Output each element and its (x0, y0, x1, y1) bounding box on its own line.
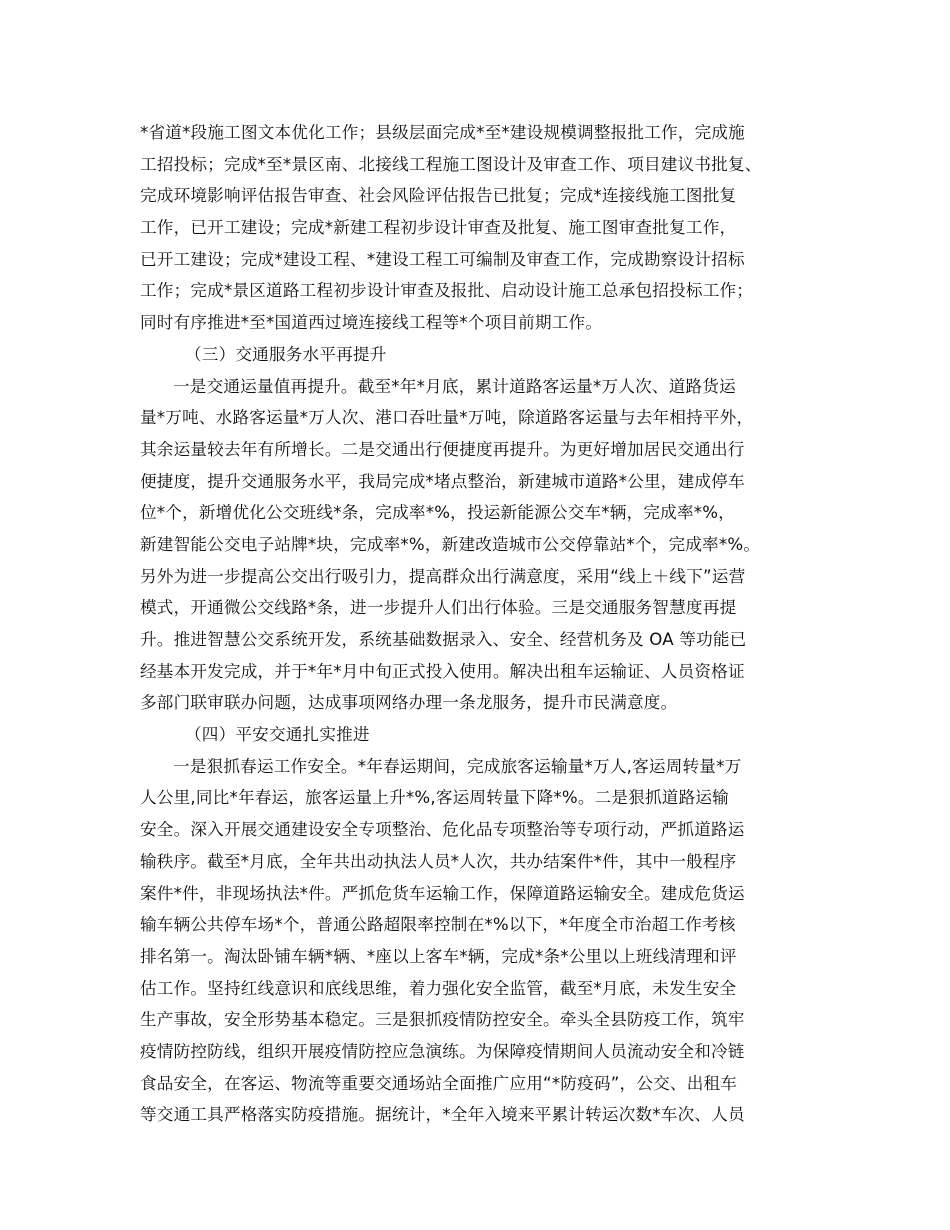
text-line-22: 人公里,同比*年春运，旅客运量上升*%,客运周转量下降*%。二是狠抓道路运输 (140, 788, 729, 808)
section-heading-4: （四）平安交通扎实推进 (185, 725, 370, 745)
text-line-14: 新建智能公交电子站牌*块，完成率*%，新建改造城市公交停靠站*个，完成率*%。 (140, 534, 761, 554)
text-line-4: 工作，已开工建设；完成*新建工程初步设计审查及批复、施工图审查批复工作， (140, 218, 737, 238)
text-line-31: 食品安全，在客运、物流等重要交通场站全面推广应用“*防疫码”，公交、出租车 (140, 1073, 738, 1093)
text-line-13: 位*个，新增优化公交班线*条，完成率*%，投运新能源公交车*辆，完成率*%， (140, 503, 736, 523)
text-line-30: 疫情防控防线，组织开展疫情防控应急演练。为保障疫情期间人员流动安全和冷链 (140, 1041, 745, 1061)
text-line-2: 工招投标；完成*至*景区南、北接线工程施工图设计及审查工作、项目建议书批复、 (140, 154, 762, 174)
text-line-17: 升。推进智慧公交系统开发，系统基础数据录入、安全、经营机务及 OA 等功能已 (140, 630, 747, 649)
text-line-10: 量*万吨、水路客运量*万人次、港口吞吐量*万吨，除道路客运量与去年相持平外， (140, 408, 754, 428)
text-line-16: 模式，开通微公交线路*条，进一步提升人们出行体验。三是交通服务智慧度再提 (140, 598, 737, 618)
text-line-11: 其余运量较去年有所增长。二是交通出行便捷度再提升。为更好增加居民交通出行 (140, 439, 745, 459)
text-line-19: 多部门联审联办问题，达成事项网络办理一条龙服务，提升市民满意度。 (140, 693, 678, 713)
text-line-25: 案件*件，非现场执法*件。严抓危货车运输工作，保障道路运输安全。建成危货运 (140, 883, 745, 903)
text-line-27: 排名第一。淘汰卧铺车辆*辆、*座以上客车*辆，完成*条*公里以上班线清理和评 (140, 946, 737, 966)
text-line-32: 等交通工具严格落实防疫措施。据统计，*全年入境来平累计转运次数*车次、人员 (140, 1105, 745, 1125)
text-line-29: 生产事故，安全形势基本稳定。三是狠抓疫情防控安全。牵头全县防疫工作，筑牢 (140, 1010, 745, 1030)
text-line-6: 工作；完成*景区道路工程初步设计审查及报批、启动设计施工总承包招投标工作； (140, 281, 754, 301)
text-line-24: 输秩序。截至*月底，全年共出动执法人员*人次，共办结案件*件，其中一般程序 (140, 851, 737, 871)
paragraph-start: 一是交通运量值再提升。截至*年*月底，累计道路客运量*万人次、道路货运 (173, 376, 736, 396)
text-line-3: 完成环境影响评估报告审查、社会风险评估报告已批复；完成*连接线施工图批复 (140, 186, 737, 206)
text-line-23: 安全。深入开展交通建设安全专项整治、危化品专项整治等专项行动，严抓道路运 (140, 820, 745, 840)
text-line-12: 便捷度，提升交通服务水平，我局完成*堵点整治，新建城市道路*公里，建成停车 (140, 471, 745, 491)
text-line-1: *省道*段施工图文本优化工作；县级层面完成*至*建设规模调整报批工作，完成施 (140, 123, 745, 142)
text-line-18: 经基本开发完成，并于*年*月中旬正式投入使用。解决出租车运输证、人员资格证 (140, 661, 745, 681)
text-line-5: 已开工建设；完成*建设工程、*建设工程工可编制及审查工作，完成勘察设计招标 (140, 249, 745, 269)
document-body (140, 117, 820, 1131)
paragraph-start: 一是狠抓春运工作安全。*年春运期间，完成旅客运输量*万人,客运周转量*万 (173, 756, 742, 776)
text-line-28: 估工作。坚持红线意识和底线思维，着力强化安全监管，截至*月底，未发生安全 (140, 978, 737, 998)
text-line-7: 同时有序推进*至*国道西过境连接线工程等*个项目前期工作。 (140, 313, 603, 333)
section-heading-3: （三）交通服务水平再提升 (185, 344, 387, 364)
text-line-15: 另外为进一步提高公交出行吸引力，提高群众出行满意度，采用“线上＋线下”运营 (140, 566, 746, 586)
text-line-26: 输车辆公共停车场*个，普通公路超限率控制在*%以下，*年度全市治超工作考核 (140, 915, 736, 935)
